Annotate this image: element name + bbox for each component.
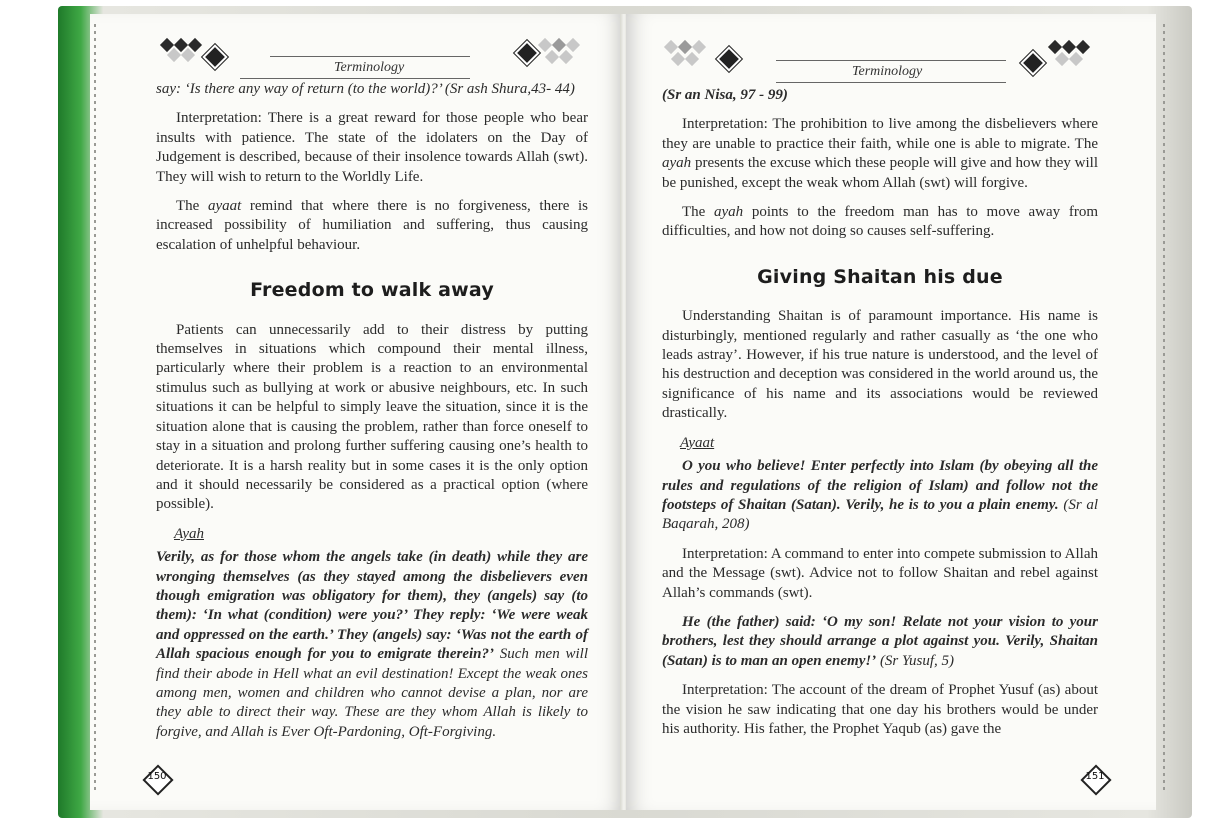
term: ayaat	[207, 198, 242, 215]
left-page-body	[156, 80, 588, 752]
diamond-icon	[202, 44, 227, 69]
text-run: presents the excuse which these people will give and how they will be punished, except the weak whom Allah (swt) will forgive.	[662, 155, 1098, 191]
page-number-badge	[1082, 766, 1108, 792]
ornament-icon	[545, 50, 559, 64]
page-number-badge	[144, 766, 170, 792]
paragraph: Patients can unnecessarily add to their distress by putting themselves in situations which compound their mental illness, particularly where their problem is a reaction to an environmental stimulus such as bullying at work or abusive neighbours, etc. In such situations it can be helpful to simply leave the situation, since it is the situation alone that is causing the problem, rather than force oneself to stay in a situation and prolong further suffering causing one’s health to deteriorate. It is a harsh reality but in some cases it is the only option and it should necessarily be considered as a practical option (where possible).	[156, 321, 588, 513]
text-run: points to the freedom man has to move away from difficulties, and how not doing so causes self-suffering.	[662, 204, 1098, 240]
section-heading: Freedom to walk away	[250, 279, 494, 302]
header-rule	[776, 60, 1006, 61]
verse-bold: O you who believe! Enter perfectly into Islam (by obeying all the rules and regulations of the religion of Islam) and follow not the footsteps of Shaitan (Satan). Verily, he is to you a plain enemy.	[662, 458, 1098, 513]
verse	[662, 613, 1098, 671]
page-edge	[1163, 24, 1165, 794]
text-run: remind that where there is no forgiveness, there is increased possibility of humiliation and suffering, thus causing escalation of unhelpful behaviour.	[156, 198, 588, 253]
paragraph: Interpretation: The account of the dream of Prophet Yusuf (as) about the vision he saw indicating that one day his brothers would be under his authority. His father, the Prophet Yaqub (as) gave the	[662, 682, 1098, 737]
ornament-icon	[678, 40, 692, 54]
paragraph: Interpretation: There is a great reward for those people who bear insults with patience. The state of the idolaters on the Day of Judgement is described, because of their insolence towards Allah (swt). They will wish to return to the Worldly Life.	[156, 110, 588, 185]
text-run: Interpretation: The prohibition to live among the disbelievers where they are unable to practice their faith, while one is able to migrate. The	[662, 116, 1098, 152]
ornament-icon	[1069, 52, 1083, 66]
page-edge	[94, 24, 96, 794]
verse-bold: He (the father) said: ‘O my son! Relate not your vision to your brothers, lest they should arrange a plot against you. Verily, Shaitan (Satan) is to man an open enemy!’	[662, 613, 1098, 669]
verse-reference: (Sr Yusuf, 5)	[876, 652, 954, 669]
verse-italic: Such men will find their abode in Hell what an evil destination! Except the weak ones among men, women and children who cannot devise a plan, nor are they able to direct their way. These are they whom Allah is likely to forgive, and Allah is Ever Oft-Pardoning, Oft-Forgiving.	[156, 646, 588, 740]
ornament-icon	[671, 52, 685, 66]
section-heading: Giving Shaitan his due	[757, 265, 1003, 288]
right-page	[626, 14, 1156, 810]
header-rule	[776, 82, 1006, 83]
diamond-icon	[716, 46, 741, 71]
ornament-icon	[1076, 40, 1090, 54]
term: ayah	[662, 155, 692, 172]
header-title: Terminology	[852, 64, 923, 79]
right-page-header	[626, 34, 1156, 88]
paragraph: Understanding Shaitan is of paramount importance. His name is disturbingly, mentioned regularly and rather casually as ‘the one who leads astray’. However, if his true nature is understood, and the level of his destruction and deception was considered in the world around us, the significance of his name and its associations would be reviewed drastically.	[662, 308, 1098, 422]
ornament-icon	[664, 40, 678, 54]
page-number: 150	[147, 771, 167, 782]
subheading: Ayah	[174, 525, 204, 542]
ornament-icon	[538, 38, 552, 52]
verse	[156, 548, 588, 742]
header-title: Terminology	[334, 60, 405, 75]
right-page-body	[662, 86, 1098, 749]
verse	[662, 457, 1098, 535]
header-rule	[270, 56, 470, 57]
ornament-icon	[685, 52, 699, 66]
page-number: 151	[1085, 771, 1105, 782]
verse-reference: (Sr an Nisa, 97 - 99)	[662, 87, 788, 103]
verse-continuation: say: ‘Is there any way of return (to the world)?’ (Sr ash Shura,43- 44)	[156, 81, 575, 97]
text-run: The	[176, 198, 208, 215]
paragraph	[662, 115, 1098, 193]
paragraph	[662, 203, 1098, 242]
subheading: Ayaat	[680, 434, 715, 451]
ornament-icon	[1055, 52, 1069, 66]
left-page	[90, 14, 624, 810]
ornament-icon	[566, 38, 580, 52]
verse-reference: (Sr al Baqarah, 208)	[662, 496, 1098, 533]
header-rule	[240, 78, 470, 79]
ornament-icon	[559, 50, 573, 64]
paragraph: Interpretation: A command to enter into compete submission to Allah and the Message (swt). Advice not to follow Shaitan and rebel against Allah’s commands (swt).	[662, 545, 1098, 601]
ornament-icon	[692, 40, 706, 54]
ornament-icon	[552, 38, 566, 52]
paragraph	[156, 197, 588, 255]
verse-bold: Verily, as for those whom the angels take (in death) while they are wronging themselves (as they stayed among the disbelievers even though emigration was obligatory for them), they (angels) say (to them): ‘In what (condition) were you?’ They reply: ‘We were weak and oppressed on the earth.’ They (angels) say: ‘Was not the earth of Allah spacious enough for you to emigrate therein?’	[156, 549, 588, 663]
ornament-icon	[1062, 40, 1076, 54]
text-run: The	[682, 204, 714, 221]
diamond-icon	[1020, 50, 1045, 75]
ornament-icon	[1048, 40, 1062, 54]
term: ayah	[713, 204, 744, 221]
diamond-icon	[514, 40, 539, 65]
